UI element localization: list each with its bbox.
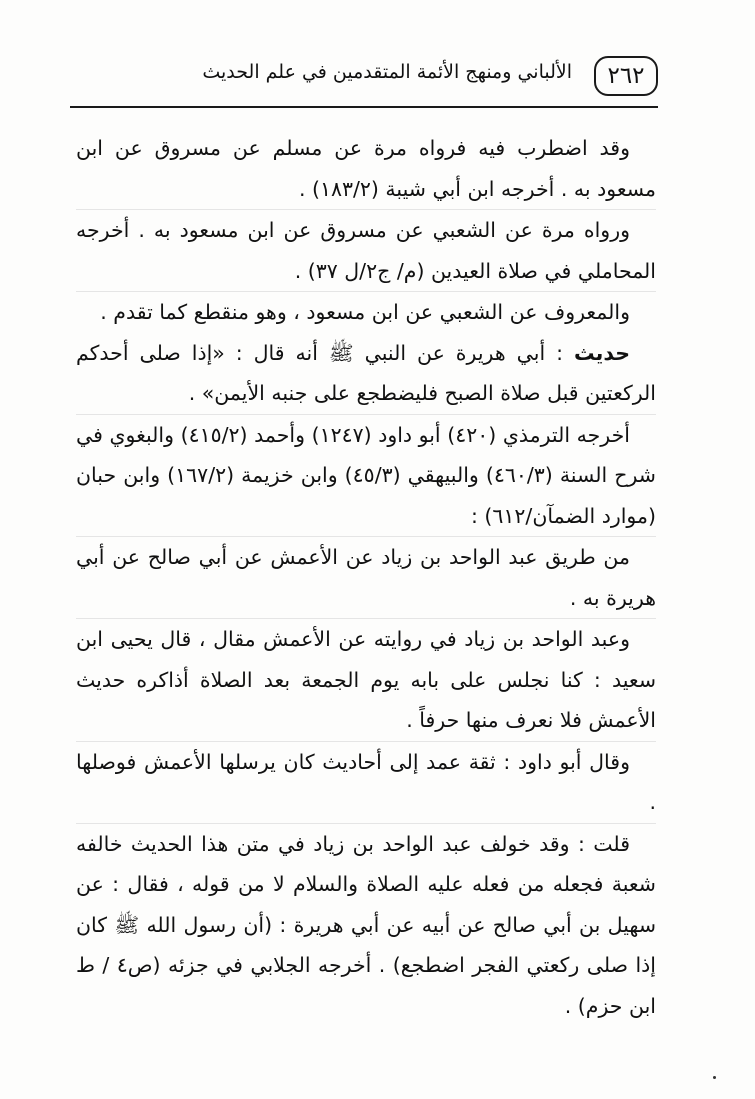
body-text	[76, 128, 656, 1026]
paragraph-text: قلت : وقد خولف عبد الواحد بن زياد في متن هذا الحديث خالفه شعبة فجعله من فعله عليه الصلاة والسلام لا من قوله ، فقال : عن سهيل بن أبي صالح عن أبيه عن أبي هريرة : (أن رسول الله ﷺ كان إذا صلى ركعتي الفجر اضطجع) . أخرجه الجلابي في جزئه (ص٤ / ط ابن حزم) .	[76, 831, 656, 1018]
header-rule	[70, 106, 658, 108]
page-header	[70, 50, 658, 108]
paragraph-text: أخرجه الترمذي (٤٢٠) أبو داود (١٢٤٧) وأحمد (٤١٥/٢) والبغوي في شرح السنة (٤٦٠/٣) والبيهقي (٤٥/٣) وابن خزيمة (١٦٧/٢) وابن حبان (موارد الضمآن/٦١٢) :	[76, 422, 656, 528]
paragraph-text: وعبد الواحد بن زياد في روايته عن الأعمش مقال ، قال يحيى ابن سعيد : كنا نجلس على بابه يوم الجمعة بعد الصلاة أذاكره حديث الأعمش فلا نعرف منها حرفاً .	[76, 627, 656, 732]
paragraph-text: ورواه مرة عن الشعبي عن مسروق عن ابن مسعود به . أخرجه المحاملي في صلاة العيدين (م/ ج٢/ل ٣٧) .	[76, 218, 656, 283]
paragraph-text: والمعروف عن الشعبي عن ابن مسعود ، وهو منقطع كما تقدم .	[100, 300, 630, 324]
paragraph	[76, 291, 656, 333]
hadith-label: حديث	[573, 340, 630, 365]
paragraph	[76, 618, 656, 741]
page-number: ٢٦٢	[594, 56, 658, 96]
scan-speck	[713, 1076, 716, 1079]
paragraph	[76, 209, 656, 291]
paragraph	[76, 333, 656, 414]
paragraph-text: من طريق عبد الواحد بن زياد عن الأعمش عن أبي صالح عن أبي هريرة به .	[76, 545, 656, 610]
paragraph-text: وقد اضطرب فيه فرواه مرة عن مسلم عن مسروق عن ابن مسعود به . أخرجه ابن أبي شيبة (١٨٣/٢) .	[76, 136, 656, 201]
paragraph	[76, 741, 656, 823]
paragraph	[76, 128, 656, 209]
paragraph-text: : أبي هريرة عن النبي ﷺ أنه قال : «إذا صلى أحدكم الركعتين قبل صلاة الصبح فليضطجع على جنبه الأيمن» .	[76, 340, 656, 405]
paragraph	[76, 536, 656, 618]
paragraph	[76, 414, 656, 537]
running-title: الألباني ومنهج الأئمة المتقدمين في علم الحديث	[202, 61, 572, 83]
paragraph-text: وقال أبو داود : ثقة عمد إلى أحاديث كان يرسلها الأعمش فوصلها .	[76, 749, 656, 814]
paragraph	[76, 823, 656, 1027]
